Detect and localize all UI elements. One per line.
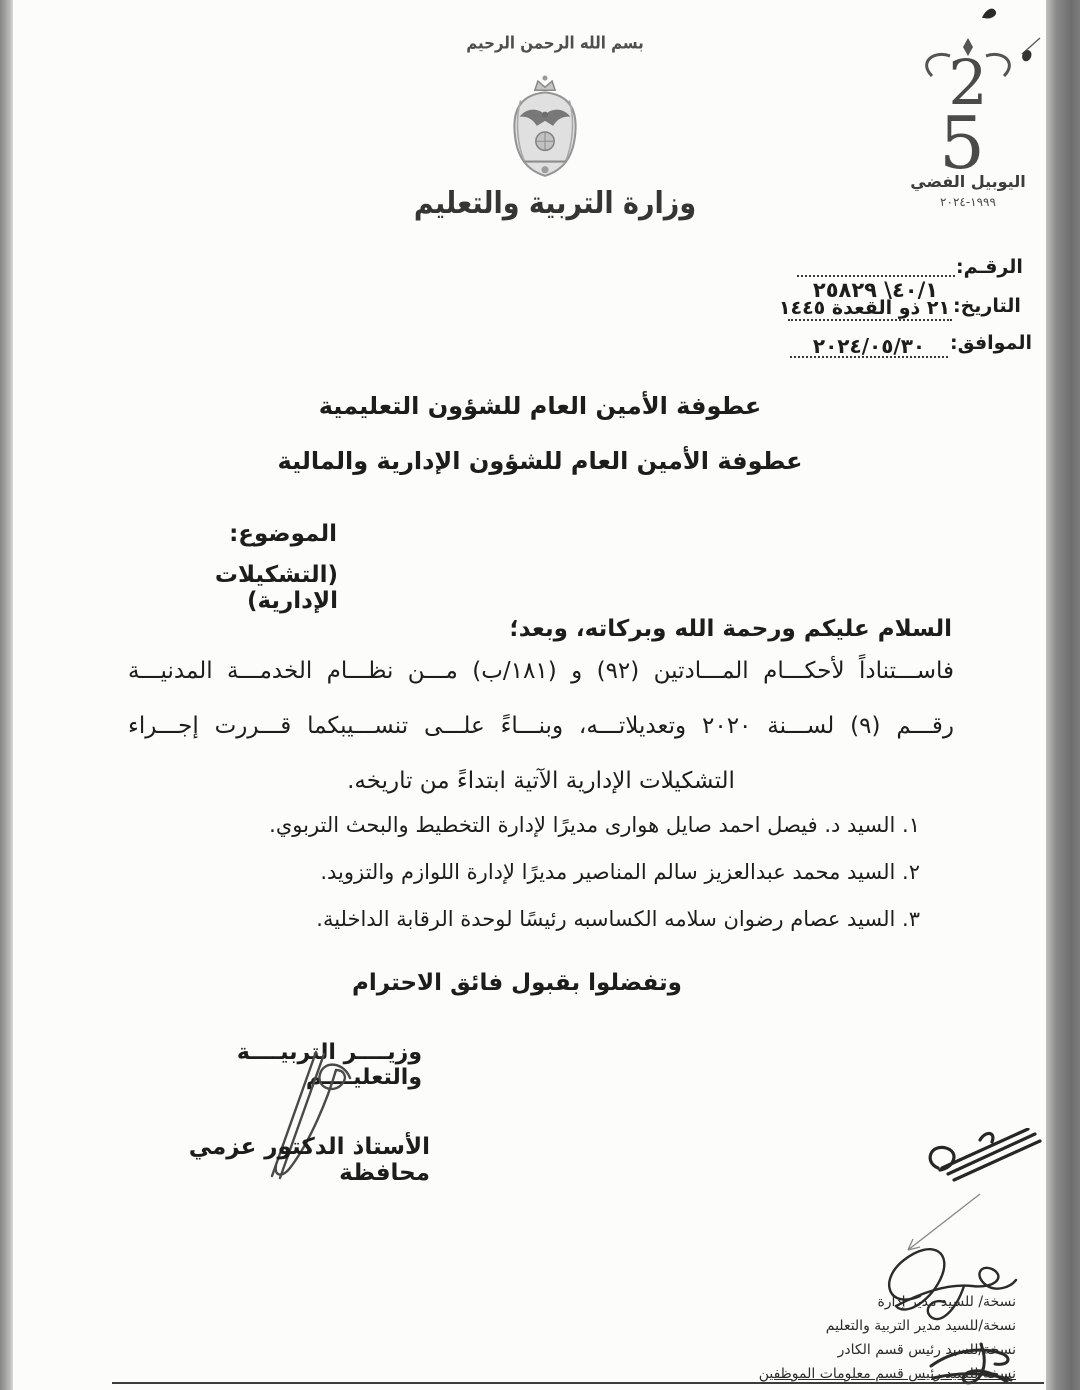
gregorian-field-label: الموافق: [950,332,1032,354]
appointments-list [168,810,920,951]
recipient-line-2: عطوفة الأمين العام للشؤون الإدارية والمالية [277,447,803,475]
cc-item-2: نسخة/للسيد مدير التربية والتعليم [825,1318,1016,1334]
recipient-line-1: عطوفة الأمين العام للشؤون التعليمية [318,392,762,420]
jubilee-years: ٢٠٢٤-١٩٩٩ [940,195,996,209]
basmala-calligraphy: بسم الله الرحمن الرحيم [466,32,644,54]
appointment-item-1: ١. السيد د. فيصل احمد صايل هوارى مديرًا لإدارة التخطيط والبحث التربوي. [269,813,920,837]
svg-text:2: 2 [948,46,988,119]
bottom-rule [112,1382,1044,1384]
minister-name: الأستاذ الدكتور عزمي محافظة [188,1134,430,1186]
body-line-3: التشكيلات الإدارية الآتية ابتداءً من تاريخه. [347,768,735,794]
date-dotted-leader [788,319,952,321]
subject-label: الموضوع: [229,521,337,547]
ink-mark-top-icon [978,2,1000,24]
body-line-1: فاســـتناداً لأحكـــام المـــادتين (٩٢) و (١٨١/ب) مـــن نظـــام الخدمـــة المدنيـــة [128,658,954,684]
minister-title: وزيــــر التربيــــة والتعليــــم [236,1040,422,1090]
cc-item-3: نسخة/للسيد رئيس قسم الكادر [837,1342,1016,1358]
scan-edge-right [1046,0,1080,1390]
number-dotted-leader [797,275,955,277]
ministry-name-calligraphy: وزارة التربية والتعليم [413,186,697,221]
jubilee-25-mark-icon [892,36,1044,176]
jubilee-25-logo [892,36,1044,209]
jubilee-title: اليوبيل الفضي [910,172,1026,191]
svg-text:5: 5 [939,101,985,176]
body-line-2: رقـــم (٩) لســـنة ٢٠٢٠ وتعديلاتـــه، وبنـــاءً علـــى تنســـيبكما قـــررت إجـــراء [128,713,954,739]
date-field-value: ٢١ ذو القعدة ١٤٤٥ [778,297,951,319]
gregorian-field-value: ٢٠٢٤/٠٥/٣٠ [812,334,926,358]
ink-scribble-initials [920,1128,1045,1188]
scan-edge-left [0,0,13,1390]
cc-list [690,1290,1016,1386]
date-field-label: التاريخ: [953,295,1021,317]
greeting-line: السلام عليكم ورحمة الله وبركاته، وبعد؛ [509,616,952,642]
closing-line: وتفضلوا بقبول فائق الاحترام [352,970,682,996]
appointment-item-3: ٣. السيد عصام رضوان سلامه الكساسبه رئيسًا لوحدة الرقابة الداخلية. [316,907,920,931]
royal-emblem-icon [486,74,604,186]
number-field-label: الرقـم: [956,256,1023,278]
cc-item-1: نسخة/ للسيد مدير إدارة [877,1294,1016,1310]
cc-item-4: نسخة/للسيد رئيس قسم معلومات الموظفين [758,1366,1016,1382]
appointment-item-2: ٢. السيد محمد عبدالعزيز سالم المناصير مديرًا لإدارة اللوازم والتزويد. [320,860,920,884]
subject-value: (التشكيلات الإدارية) [214,562,338,614]
number-field-value: ٢٥٨٢٩ \٤٠/١ [812,278,939,302]
